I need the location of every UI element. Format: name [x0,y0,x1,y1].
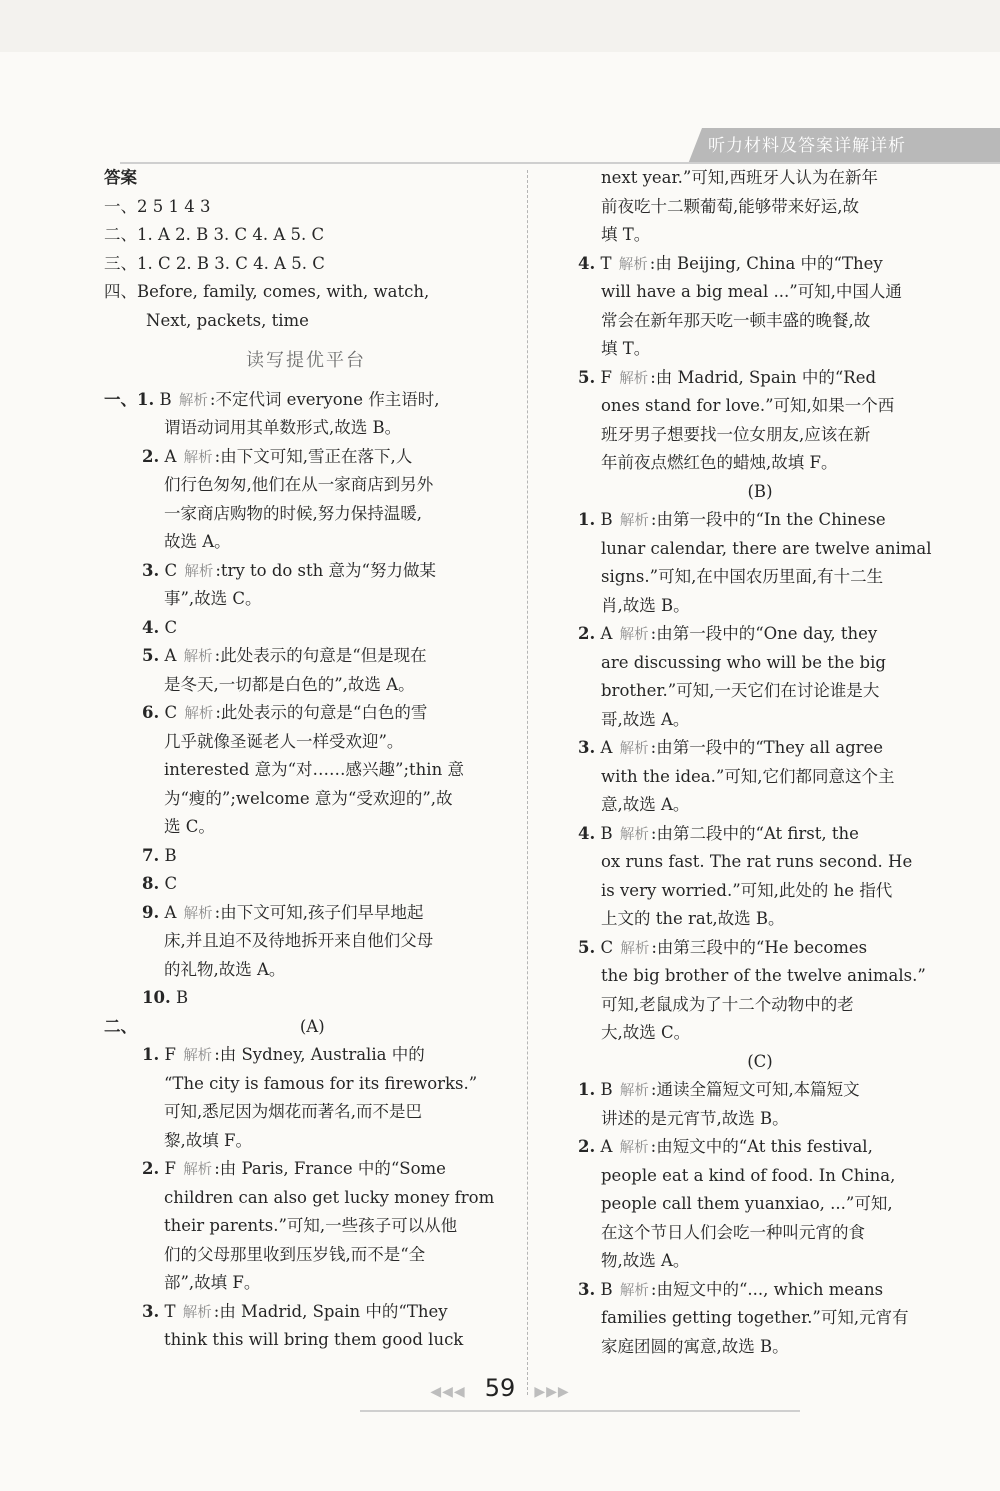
question-number: 2. [578,1137,596,1156]
analysis-label: 解析 [183,1048,213,1064]
answer-letter: A [600,624,613,643]
explanation-text: 上文的 the rat,故选 B。 [601,909,785,928]
explanation-text: 床,并且迫不及待地拆开来自他们父母 [164,931,434,950]
explanation-text: 此处表示的句意是“白色的雪 [220,703,428,722]
explanation-line [578,677,942,706]
explanation-text: 不定代词 everyone 作主语时, [215,389,440,409]
explanation-text: ones stand for love.”可知,如果一个西 [601,396,895,415]
explanation-line: 2. F 解析 :由 Paris, France 中的“Some [142,1159,446,1178]
explanation-line [578,592,942,621]
explanation-text: think this will bring them good luck [164,1330,464,1349]
question-number: 2. [142,446,160,466]
analysis-label: 解析 [620,940,650,957]
question-number: 一、1. [104,389,155,409]
explanation-line [104,1013,508,1042]
explanation-line [104,785,508,814]
explanation-line [578,164,942,193]
left-explanations [104,386,508,1355]
explanation-text: 由短文中的“..., which means [656,1279,884,1299]
question-number: 二、 [104,1016,137,1036]
explanation-line: 4. B 解析 :由第二段中的“At first, the [578,823,859,843]
answer-letter: C [600,937,614,957]
analysis-label: 解析 [619,627,649,643]
explanation-line [578,335,942,364]
question-number: 5. [578,937,596,957]
question-number: 4. [578,823,596,843]
explanation-text: with the idea.”可知,它们都同意这个主 [601,766,895,786]
answer-letter: A [164,902,177,922]
explanation-line: 1. B 解析 :由第一段中的“In the Chinese [578,510,886,529]
explanation-line [578,877,942,906]
explanation-line [578,193,942,222]
explanation-text: “The city is famous for its fireworks.” [164,1073,478,1093]
question-number: 7. [142,845,160,865]
analysis-label: 解析 [183,1162,213,1178]
footer-rule [360,1410,800,1412]
explanation-line [578,307,942,336]
answer-line: 二、1. A 2. B 3. C 4. A 5. C [104,225,325,244]
explanation-text: 们行色匆匆,他们在从一家商店到另外 [164,475,434,494]
explanation-text: 为“瘦的”;welcome 意为“受欢迎的”,故 [164,788,453,808]
explanation-line [104,1098,508,1127]
explanation-line: 5. C 解析 :由第三段中的“He becomes [578,937,868,957]
answer-letter: A [600,738,613,757]
explanation-text: ox runs fast. The rat runs second. He [601,852,913,871]
answer-letter: F [164,1045,176,1064]
scan-top-margin [0,0,1000,52]
explanation-text: 在这个节日人们会吃一种叫元宵的食 [601,1222,865,1242]
answer-letter: C [164,560,178,580]
question-number: 3. [578,738,596,757]
explanation-line [104,528,508,557]
explanation-text: 黎,故填 F。 [164,1130,252,1150]
explanation-line: 5. A 解析 :此处表示的句意是“但是现在 [142,646,427,665]
question-number: 9. [142,902,160,922]
explanation-line: 1. B 解析 :通读全篇短文可知,本篇短文 [578,1080,860,1099]
explanation-line: 一、1. B 解析 :不定代词 everyone 作主语时, [104,389,440,409]
explanation-line [578,278,942,307]
explanation-text: are discussing who will be the big [601,652,886,672]
explanation-text: 由第一段中的“In the Chinese [656,510,886,529]
explanation-line [578,221,942,250]
passage-label: (C) [747,1051,773,1071]
explanation-line [104,813,508,842]
answer-letter: A [600,1137,613,1156]
explanation-text: 前夜吃十二颗葡萄,能够带来好运,故 [601,196,859,216]
explanation-text: 此处表示的句意是“但是现在 [220,646,427,665]
explanation-text: 由下文可知,孩子们早早地起 [220,902,424,922]
question-number: 2. [142,1159,160,1178]
explanation-text: 谓语动词用其单数形式,故选 B。 [164,418,402,437]
explanation-line [578,449,942,478]
explanation-text: children can also get lucky money from [164,1187,495,1207]
explanation-text: 选 C。 [164,817,215,836]
explanation-text: brother.”可知,一天它们在讨论谁是大 [601,681,880,700]
question-number: 1. [578,510,596,529]
analysis-label: 解析 [619,1140,649,1156]
explanation-line [578,791,942,820]
answer-line: 四、Before, family, comes, with, watch, [104,282,430,301]
explanation-text: 由第一段中的“They all agree [656,738,884,757]
explanation-text: interested 意为“对……感兴趣”;thin 意 [164,760,464,779]
explanation-text: 由 Madrid, Spain 中的“They [219,1301,448,1321]
explanation-line [578,763,942,792]
explanation-line [104,728,508,757]
explanation-line [104,414,508,443]
analysis-label: 解析 [183,649,213,665]
explanation-line [104,842,508,871]
explanation-text: 是冬天,一切都是白色的”,故选 A。 [164,674,415,694]
explanation-line: 6. C 解析 :此处表示的句意是“白色的雪 [142,703,428,722]
question-number: 6. [142,703,160,722]
explanation-line [578,1190,942,1219]
explanation-text: 大,故选 C。 [601,1023,691,1042]
answer-letter: B [600,510,613,529]
answer-letter: B [175,988,189,1007]
passage-label: (A) [299,1016,325,1036]
explanation-text: their parents.”可知,一些孩子可以从他 [164,1216,458,1235]
explanation-text: next year.”可知,西班牙人认为在新年 [601,168,878,187]
explanation-line [104,1127,508,1156]
explanation-text: 年前夜点燃红色的蜡烛,故填 F。 [601,453,838,472]
analysis-label: 解析 [619,1083,649,1099]
explanation-line [578,1247,942,1276]
section-title: 读写提优平台 [246,350,366,371]
explanation-text: 肖,故选 B。 [601,595,690,615]
explanation-text: 由短文中的“At this festival, [656,1137,873,1156]
answer-letter: B [600,823,613,843]
explanation-text: the big brother of the twelve animals.” [601,966,926,985]
explanation-line [104,1070,508,1099]
explanation-line: 2. A 解析 :由下文可知,雪正在落下,人 [142,446,413,466]
right-column [578,164,942,1361]
analysis-label: 解析 [619,826,649,843]
explanation-line [104,614,508,643]
analysis-label: 解析 [184,706,214,722]
explanation-line [104,956,508,985]
explanation-text: people call them yuanxiao, ...”可知, [601,1194,893,1213]
analysis-label: 解析 [182,1304,212,1321]
analysis-label: 解析 [184,563,214,580]
explanation-text: 们的父母那里收到压岁钱,而不是“全 [164,1244,426,1264]
answer-letter: F [600,367,612,387]
question-number: 5. [142,646,160,665]
question-number: 3. [142,560,160,580]
explanation-text: 填 T。 [601,225,651,244]
explanation-text: 由第一段中的“One day, they [656,624,878,643]
answer-line: Next, packets, time [146,310,309,330]
explanation-line [578,991,942,1020]
right-explanations [578,164,942,1361]
explanation-text: 由 Beijing, China 中的“They [655,253,883,273]
explanation-text: 讲述的是元宵节,故选 B。 [601,1108,789,1128]
question-number: 4. [142,617,160,637]
explanation-text: 由 Paris, France 中的“Some [219,1159,446,1178]
explanation-line [578,962,942,991]
explanation-text: 一家商店购物的时候,努力保持温暖, [164,503,422,523]
answer-letter: T [600,253,612,273]
analysis-label: 解析 [183,449,213,466]
explanation-line [578,392,942,421]
explanation-line: 9. A 解析 :由下文可知,孩子们早早地起 [142,902,424,922]
explanation-text: try to do sth 意为“努力做某 [220,560,436,580]
explanation-line [578,421,942,450]
explanation-text: 意,故选 A。 [601,795,690,814]
analysis-label: 解析 [618,256,648,273]
explanation-line [104,471,508,500]
explanation-text: is very worried.”可知,此处的 he 指代 [601,880,893,900]
explanation-text: 由第三段中的“He becomes [656,937,868,957]
explanation-text: 班牙男子想要找一位女朋友,应该在新 [601,424,871,444]
question-number: 1. [578,1080,596,1099]
answer-letter: C [164,617,178,637]
answer-letter: T [164,1301,176,1321]
explanation-text: 填 T。 [601,339,651,358]
answer-letter: A [164,646,177,665]
explanation-line [104,500,508,529]
explanation-line: 3. A 解析 :由第一段中的“They all agree [578,738,884,757]
question-number: 5. [578,367,596,387]
explanation-line [578,848,942,877]
explanation-text: 家庭团圆的寓意,故选 B。 [601,1336,789,1356]
header-title: 听力材料及答案详解详析 [708,136,906,156]
explanation-text: 几乎就像圣诞老人一样受欢迎”。 [164,731,404,751]
answers-title: 答案 [104,168,137,187]
question-number: 1. [142,1045,160,1064]
explanation-line [578,706,942,735]
explanation-text: will have a big meal ...”可知,中国人通 [601,282,902,301]
explanation-line [578,1048,942,1077]
explanation-text: 可知,老鼠成为了十二个动物中的老 [601,994,854,1014]
explanation-line [104,927,508,956]
explanation-text: 部”,故填 F。 [164,1273,261,1292]
explanation-line [578,1333,942,1362]
explanation-text: 由下文可知,雪正在落下,人 [220,446,413,466]
explanation-text: 哥,故选 A。 [601,709,690,729]
explanation-line [578,563,942,592]
explanation-line [104,1326,508,1355]
explanation-line: 4. T 解析 :由 Beijing, China 中的“They [578,253,883,273]
explanation-line [578,1304,942,1333]
passage-label: (B) [747,481,773,501]
explanation-line: 3. T 解析 :由 Madrid, Spain 中的“They [142,1301,448,1321]
answer-letter: F [164,1159,176,1178]
question-number: 3. [142,1301,160,1321]
question-number: 2. [578,624,596,643]
explanation-line: 3. C 解析 :try to do sth 意为“努力做某 [142,560,436,580]
explanation-line: 3. B 解析 :由短文中的“..., which means [578,1279,884,1299]
page-number: 59 [484,1374,516,1402]
column-divider [527,170,528,1395]
analysis-label: 解析 [619,741,649,757]
explanation-line [578,1219,942,1248]
analysis-label: 解析 [619,513,649,529]
explanation-text: 由第二段中的“At first, the [656,823,859,843]
explanation-text: signs.”可知,在中国农历里面,有十二生 [601,567,884,586]
question-number: 4. [578,253,596,273]
answer-letter: B [600,1080,613,1099]
analysis-label: 解析 [619,1282,649,1299]
explanation-text: 可知,悉尼因为烟花而著名,而不是巴 [164,1102,422,1121]
explanation-line [578,649,942,678]
prev-arrows-icon: ◀◀◀ [430,1384,466,1400]
explanation-line [578,905,942,934]
explanation-text: 事”,故选 C。 [164,589,262,608]
page-footer [0,1370,1000,1406]
answer-line: 三、1. C 2. B 3. C 4. A 5. C [104,253,325,273]
explanation-text: lunar calendar, there are twelve animal [601,538,932,558]
next-arrows-icon: ▶▶▶ [534,1384,570,1400]
answer-letter: A [164,446,177,466]
explanation-text: 物,故选 A。 [601,1251,690,1270]
explanation-line [104,984,508,1013]
explanation-line [104,1184,508,1213]
answer-letter: B [159,389,172,409]
answer-letter: B [600,1279,613,1299]
explanation-text: people eat a kind of food. In China, [601,1165,896,1185]
explanation-line [578,535,942,564]
explanation-text: 由 Madrid, Spain 中的“Red [655,367,877,387]
analysis-label: 解析 [178,392,208,409]
explanation-text: 常会在新年那天吃一顿丰盛的晚餐,故 [601,310,871,330]
question-number: 3. [578,1279,596,1299]
explanation-line [578,1162,942,1191]
explanation-text: 的礼物,故选 A。 [164,959,286,979]
explanation-line: 2. A 解析 :由短文中的“At this festival, [578,1137,873,1156]
answer-line: 一、2 5 1 4 3 [104,196,211,216]
explanation-line [104,1269,508,1298]
explanation-line [104,870,508,899]
explanation-text: 由 Sydney, Australia 中的 [219,1045,425,1064]
explanation-line [578,1105,942,1134]
answer-letter: B [164,845,177,865]
analysis-label: 解析 [183,905,213,922]
explanation-line [578,1019,942,1048]
answer-letter: C [164,703,178,722]
analysis-label: 解析 [619,370,649,387]
explanation-line [104,585,508,614]
explanation-line: 2. A 解析 :由第一段中的“One day, they [578,624,878,643]
left-column [104,164,508,1355]
explanation-line [104,1241,508,1270]
question-number: 8. [142,874,160,893]
explanation-text: 故选 A。 [164,532,231,551]
answer-letter: C [164,874,178,893]
explanation-line: 5. F 解析 :由 Madrid, Spain 中的“Red [578,367,877,387]
explanation-line [104,671,508,700]
explanation-line: 1. F 解析 :由 Sydney, Australia 中的 [142,1045,425,1064]
question-number: 10. [142,988,171,1007]
explanation-text: 通读全篇短文可知,本篇短文 [656,1080,860,1099]
explanation-text: families getting together.”可知,元宵有 [601,1308,909,1327]
explanation-line [104,1212,508,1241]
explanation-line [104,756,508,785]
explanation-line [578,478,942,507]
